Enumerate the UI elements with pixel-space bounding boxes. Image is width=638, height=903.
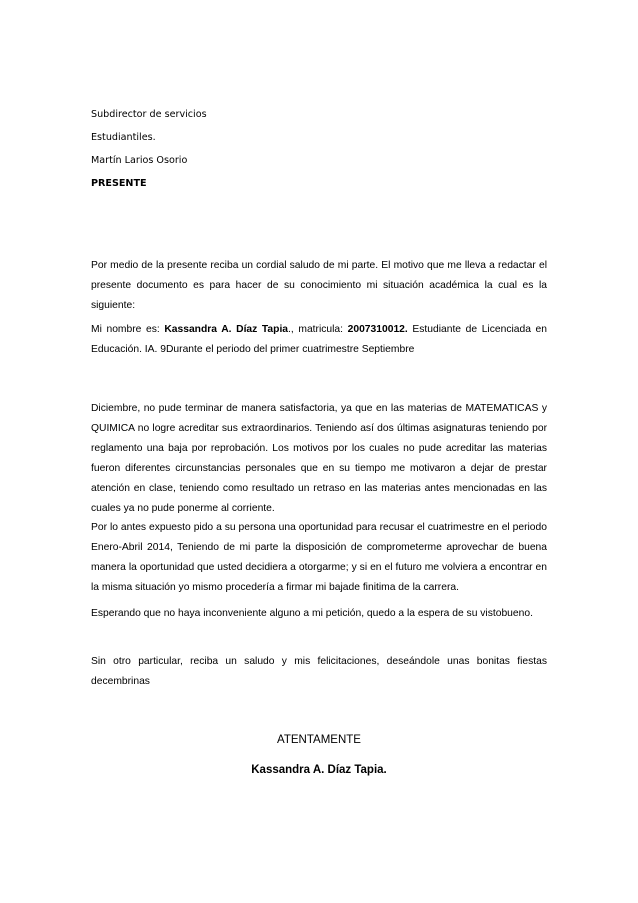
paragraph-farewell: Sin otro particular, reciba un saludo y mis felicitaciones, deseándole unas bonitas fiestas decembrinas xyxy=(91,656,547,687)
paragraph-situation: Diciembre, no pude terminar de manera satisfactoria, ya que en las materias de MATEMATICAS y QUIMICA no logre acreditar sus extraordinarios. Teniendo así dos últimas asignaturas teniendo por reglamento una baja por reprobación. Los motivos por los cuales no pude acreditar las materias fueron diferentes circunstancias personales que en su tiempo me motivaron a dejar de prestar atención en clase, teniendo como resultado un retraso en las materias antes mencionadas en las cuales ya no pude ponerme al corriente. xyxy=(91,403,547,514)
identity-after-name: ., matricula: xyxy=(288,324,348,335)
paragraph-request: Por lo antes expuesto pido a su persona una oportunidad para recusar el cuatrimestre en el periodo Enero-Abril 2014, Teniendo de mi parte la disposición de comprometerme aprovechar de buena manera la oportunidad que usted decidiera a otorgarme; y si en el futuro me volviera a encontrar en la misma situación yo mismo procedería a firmar mi bajade finitima de la carrera. xyxy=(91,522,547,593)
paragraph-identity xyxy=(91,320,547,360)
recipient-name: Martín Larios Osorio xyxy=(91,155,188,166)
student-id: 2007310012. xyxy=(347,324,408,335)
recipient-block xyxy=(91,108,207,200)
student-name: Kassandra A. Díaz Tapia xyxy=(164,324,289,335)
identity-lead: Mi nombre es: xyxy=(91,324,165,335)
identity-rest: Estudiante de Licenciada en Educación. IA. 9Durante el periodo del primer cuatrimestre Septiembre xyxy=(91,324,547,355)
recipient-title: Subdirector de servicios xyxy=(91,109,207,120)
paragraph-hope: Esperando que no haya inconveniente alguno a mi petición, quedo a la espera de su vistobueno. xyxy=(91,608,533,619)
recipient-department: Estudiantiles. xyxy=(91,132,156,143)
paragraph-intro: Por medio de la presente reciba un cordial saludo de mi parte. El motivo que me lleva a redactar el presente documento es para hacer de su conocimiento mi situación académica la cual es la siguiente: xyxy=(91,260,547,311)
signature-name: Kassandra A. Díaz Tapia. xyxy=(251,764,387,776)
presente-label: PRESENTE xyxy=(91,178,147,189)
salutation: ATENTAMENTE xyxy=(277,734,361,746)
